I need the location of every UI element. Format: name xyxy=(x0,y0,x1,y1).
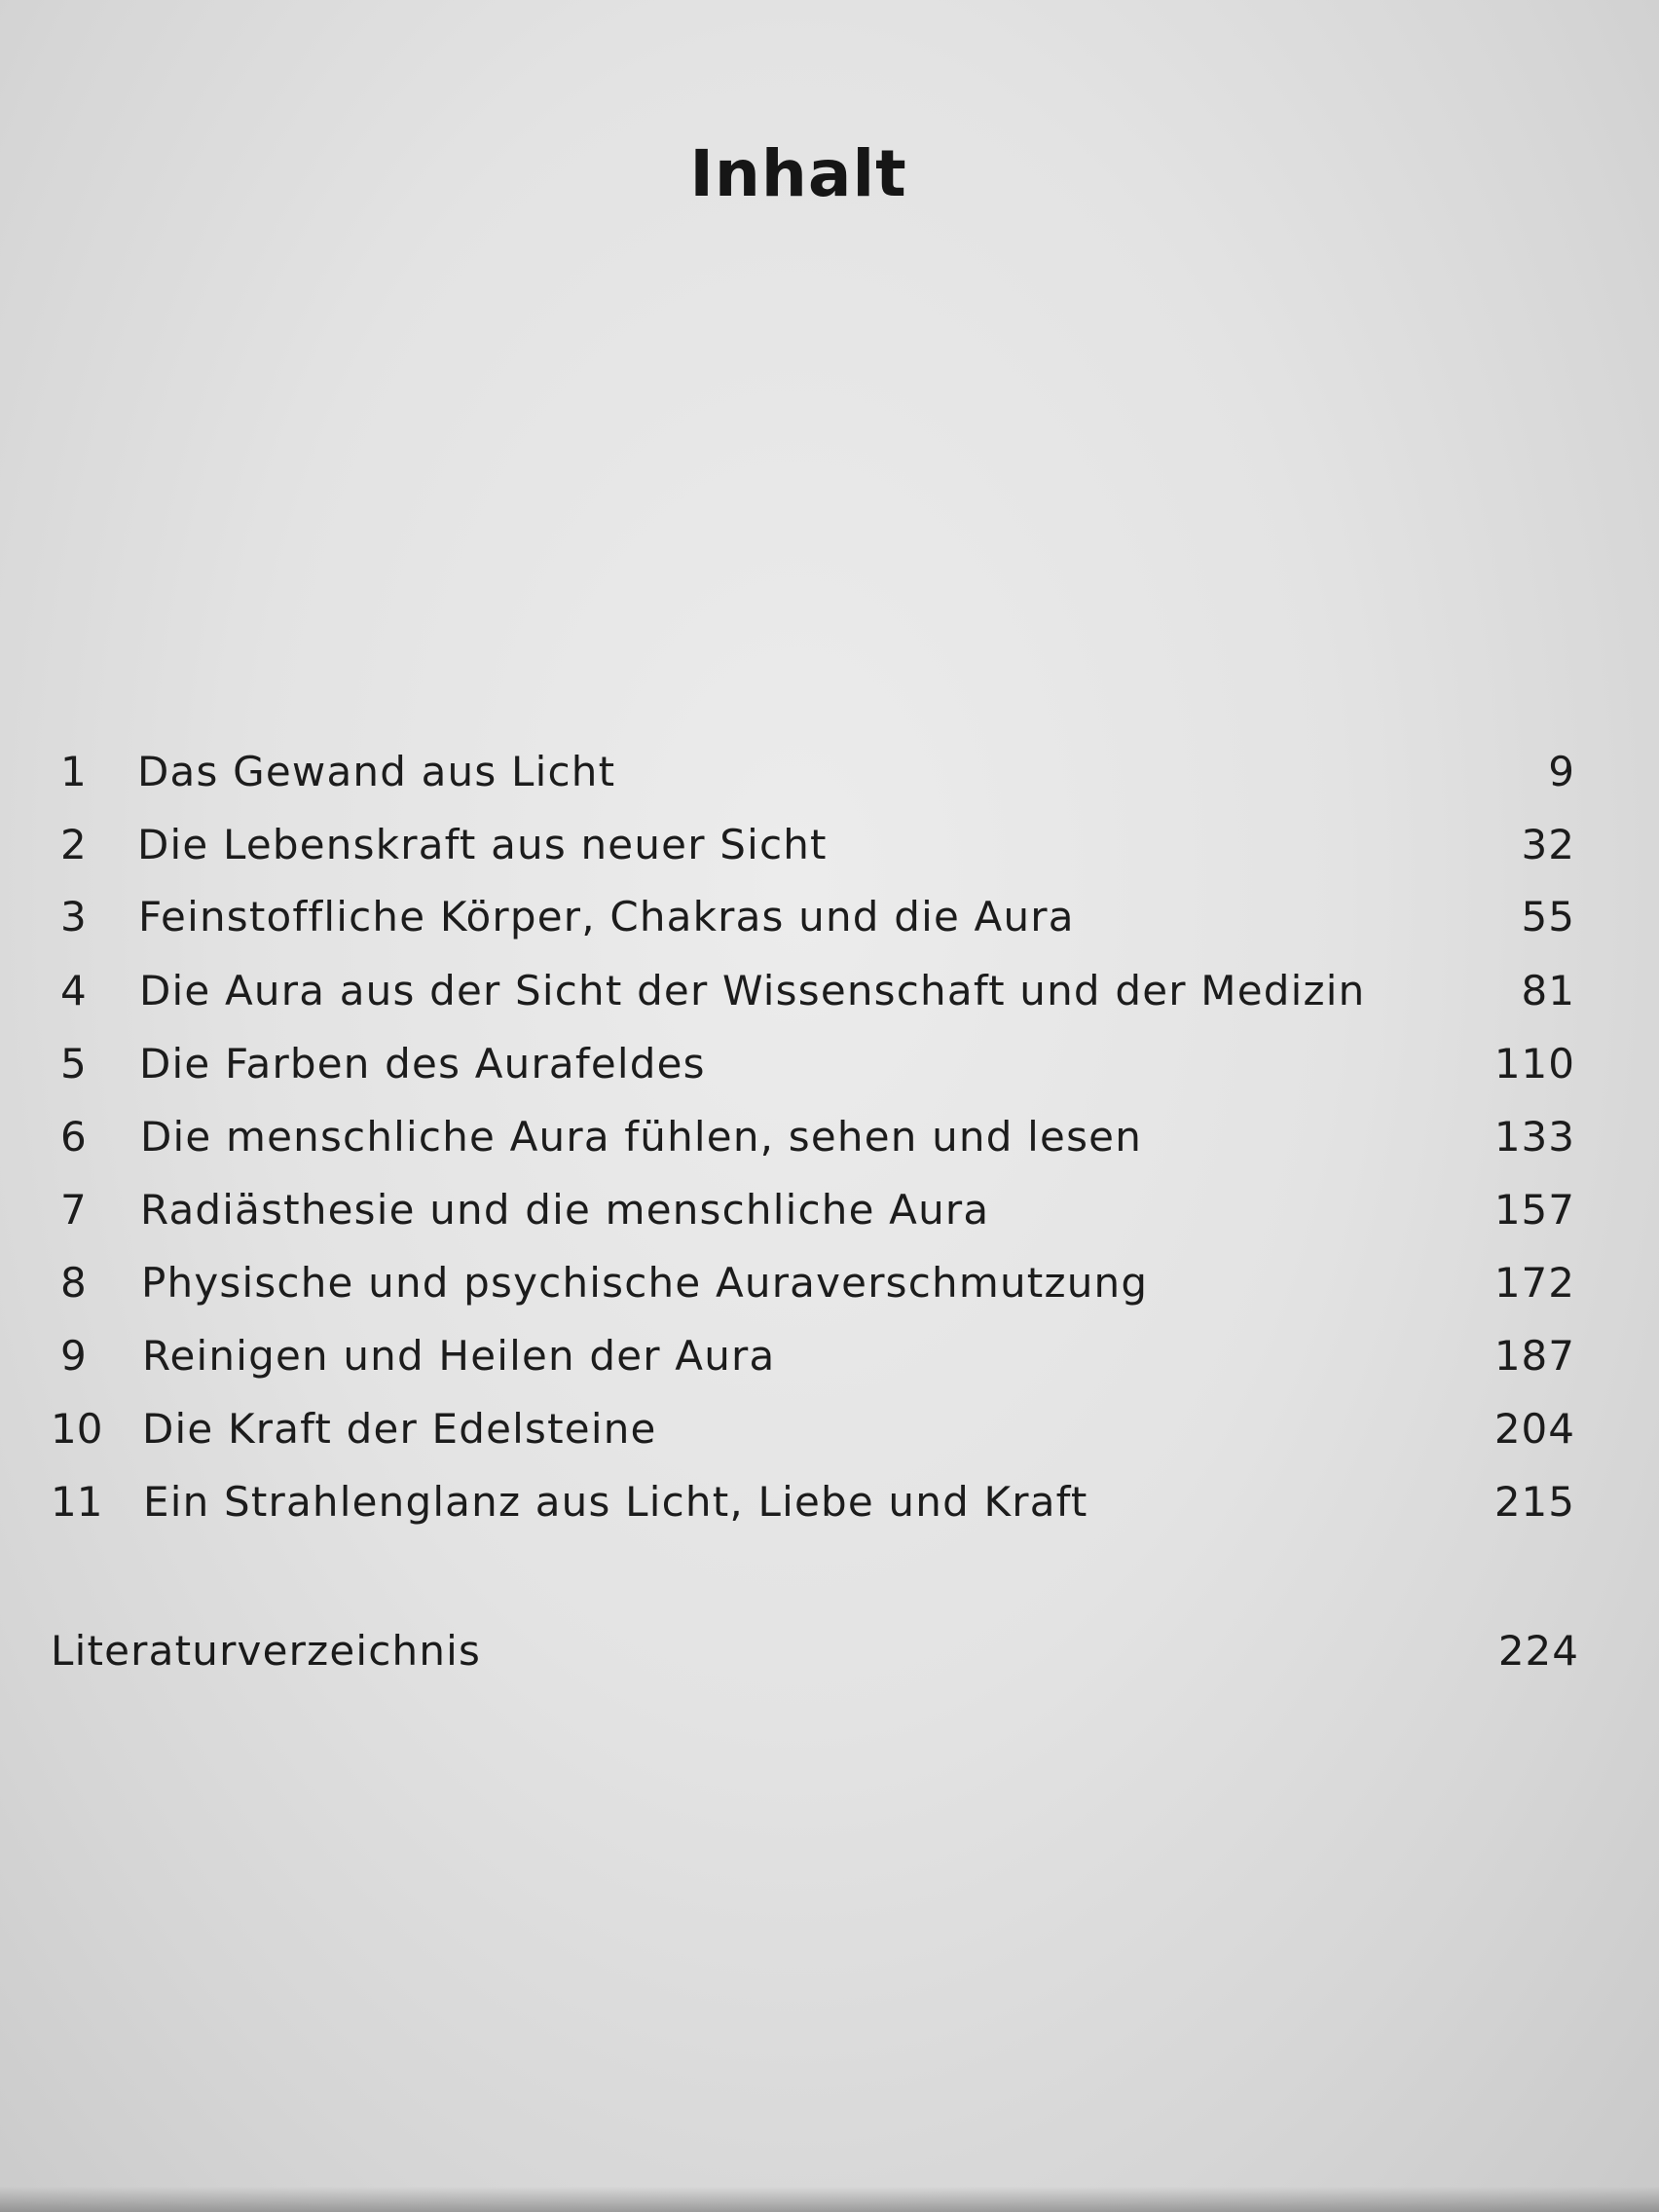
toc-entry-literature xyxy=(0,1622,1659,1680)
bottom-edge-shadow xyxy=(0,2187,1659,2212)
chapter-number: 5 xyxy=(60,1040,87,1088)
page-number: 32 xyxy=(1521,821,1575,868)
chapter-title: Die Kraft der Edelsteine xyxy=(142,1405,657,1453)
toc-entry xyxy=(0,816,1659,874)
page-number: 157 xyxy=(1493,1186,1575,1234)
page-number: 204 xyxy=(1493,1405,1575,1453)
page-number: 9 xyxy=(1548,748,1575,795)
chapter-title: Die menschliche Aura fühlen, sehen und lesen xyxy=(140,1113,1143,1161)
chapter-number: 8 xyxy=(60,1259,87,1307)
chapter-title: Die Lebenskraft aus neuer Sicht xyxy=(137,821,828,868)
chapter-number: 10 xyxy=(51,1405,103,1453)
chapter-number: 6 xyxy=(60,1113,87,1161)
toc-entry xyxy=(0,1254,1659,1312)
page-number: 133 xyxy=(1493,1113,1575,1161)
chapter-title: Die Aura aus der Sicht der Wissenschaft und der Medizin xyxy=(139,967,1366,1014)
literature-title: Literaturverzeichnis xyxy=(51,1627,482,1675)
page-number: 172 xyxy=(1493,1259,1575,1307)
chapter-title: Reinigen und Heilen der Aura xyxy=(142,1332,776,1380)
chapter-title: Feinstoffliche Körper, Chakras und die Aura xyxy=(138,893,1075,940)
page-title: Inhalt xyxy=(689,136,907,211)
chapter-title: Ein Strahlenglanz aus Licht, Liebe und Kraft xyxy=(143,1478,1088,1526)
chapter-number: 9 xyxy=(60,1332,87,1380)
page-number: 187 xyxy=(1493,1332,1575,1380)
page-number: 81 xyxy=(1521,967,1575,1014)
page-number: 215 xyxy=(1493,1478,1575,1526)
toc-entry xyxy=(0,1108,1659,1166)
chapter-number: 1 xyxy=(60,748,87,795)
chapter-number: 7 xyxy=(60,1186,87,1234)
chapter-number: 4 xyxy=(60,967,87,1014)
toc-entry xyxy=(0,1181,1659,1239)
chapter-number: 2 xyxy=(60,821,87,868)
page-number: 224 xyxy=(1497,1627,1579,1675)
toc-entry xyxy=(0,888,1659,946)
chapter-title: Die Farben des Aurafeldes xyxy=(139,1040,706,1088)
toc-entry xyxy=(0,962,1659,1020)
chapter-number: 11 xyxy=(51,1478,103,1526)
toc-entry xyxy=(0,1473,1659,1531)
chapter-number: 3 xyxy=(60,893,87,940)
chapter-title: Physische und psychische Auraverschmutzung xyxy=(141,1259,1149,1307)
toc-entry xyxy=(0,1327,1659,1385)
toc-entry xyxy=(0,743,1659,801)
toc-entry xyxy=(0,1035,1659,1093)
page-number: 55 xyxy=(1521,893,1575,940)
page-number: 110 xyxy=(1493,1040,1575,1088)
chapter-title: Das Gewand aus Licht xyxy=(137,748,616,795)
toc-entry xyxy=(0,1400,1659,1458)
chapter-title: Radiästhesie und die menschliche Aura xyxy=(140,1186,990,1234)
